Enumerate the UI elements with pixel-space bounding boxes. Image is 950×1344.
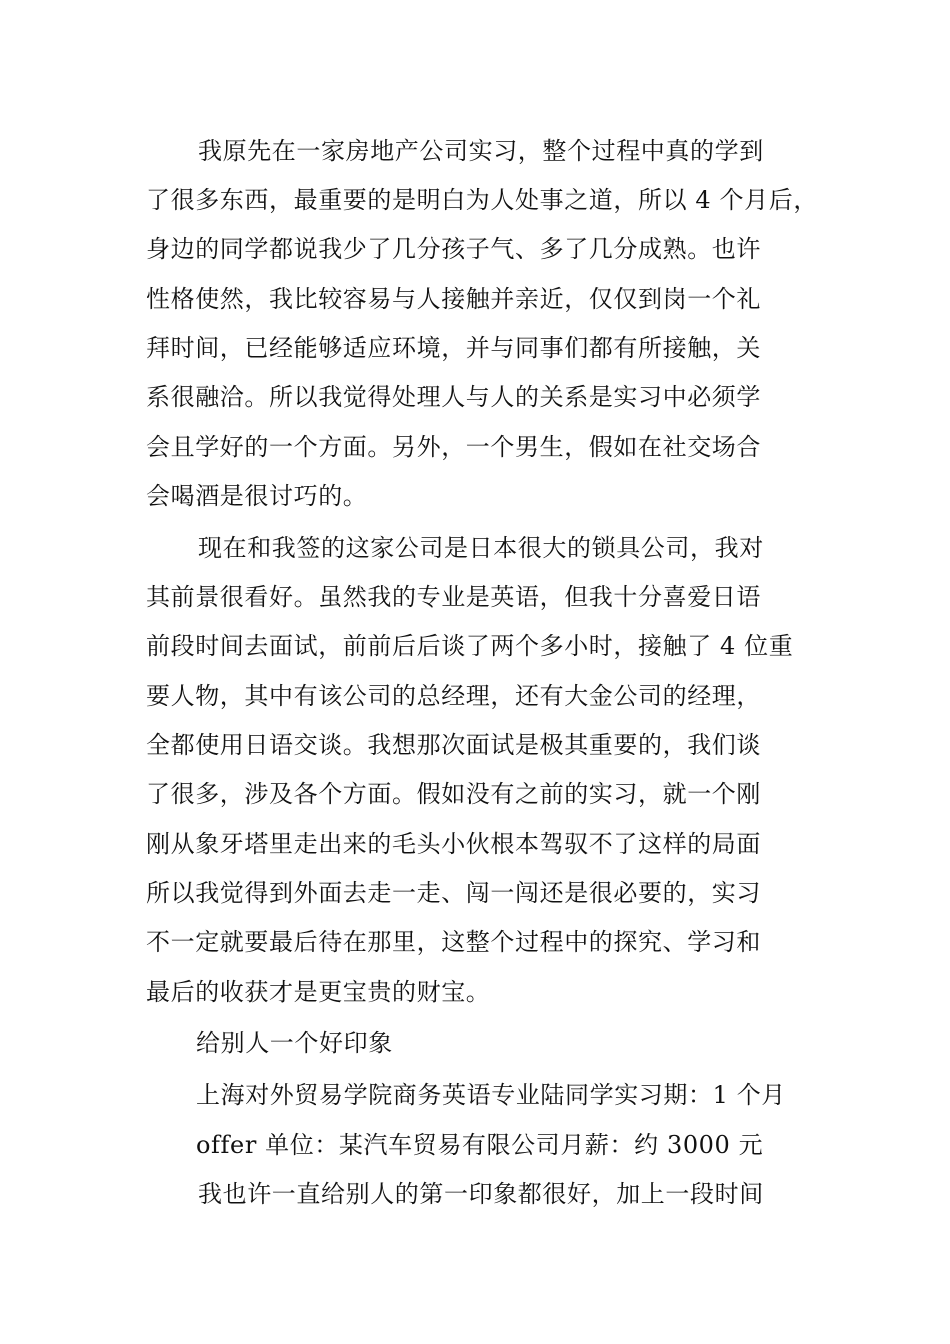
paragraph-1-line-4: 性格使然，我比较容易与人接触并亲近，仅仅到岗一个礼: [146, 285, 761, 313]
paragraph-1-line-8: 会喝酒是很讨巧的。: [146, 482, 368, 510]
paragraph-1-line-5: 拜时间，已经能够适应环境，并与同事们都有所接触，关: [146, 334, 761, 362]
paragraph-1-line-7: 会且学好的一个方面。另外，一个男生，假如在社交场合: [146, 433, 761, 461]
paragraph-2-line-7: 刚从象牙塔里走出来的毛头小伙根本驾驭不了这样的局面: [146, 830, 761, 858]
paragraph-2-line-9: 不一定就要最后待在那里，这整个过程中的探究、学习和: [146, 928, 761, 956]
paragraph-2-line-5: 全都使用日语交谈。我想那次面试是极其重要的，我们谈: [146, 731, 761, 759]
paragraph-1-line-2: 了很多东西，最重要的是明白为人处事之道，所以 4 个月后，: [146, 186, 818, 214]
paragraph-2-line-6: 了很多，涉及各个方面。假如没有之前的实习，就一个刚: [146, 780, 761, 808]
paragraph-2-line-8: 所以我觉得到外面去走一走、闯一闯还是很必要的，实习: [146, 879, 761, 907]
closing-line: 我也许一直给别人的第一印象都很好，加上一段时间: [198, 1180, 764, 1208]
paragraph-1-line-3: 身边的同学都说我少了几分孩子气、多了几分成熟。也许: [146, 235, 761, 263]
paragraph-1-line-6: 系很融洽。所以我觉得处理人与人的关系是实习中必须学: [146, 383, 761, 411]
paragraph-2-line-10: 最后的收获才是更宝贵的财宝。: [146, 978, 491, 1006]
paragraph-2-line-1: 现在和我签的这家公司是日本很大的锁具公司，我对: [198, 534, 764, 562]
info-line-1: 上海对外贸易学院商务英语专业陆同学实习期：1 个月: [196, 1081, 786, 1109]
paragraph-1-line-1: 我原先在一家房地产公司实习，整个过程中真的学到: [198, 137, 764, 165]
paragraph-2-line-4: 要人物，其中有该公司的总经理，还有大金公司的经理，: [146, 682, 761, 710]
paragraph-2-line-2: 其前景很看好。虽然我的专业是英语，但我十分喜爱日语: [146, 583, 761, 611]
section-heading: 给别人一个好印象: [196, 1029, 393, 1057]
paragraph-2-line-3: 前段时间去面试，前前后后谈了两个多小时，接触了 4 位重: [146, 632, 794, 660]
info-line-2: offer 单位：某汽车贸易有限公司月薪：约 3000 元: [196, 1131, 764, 1159]
